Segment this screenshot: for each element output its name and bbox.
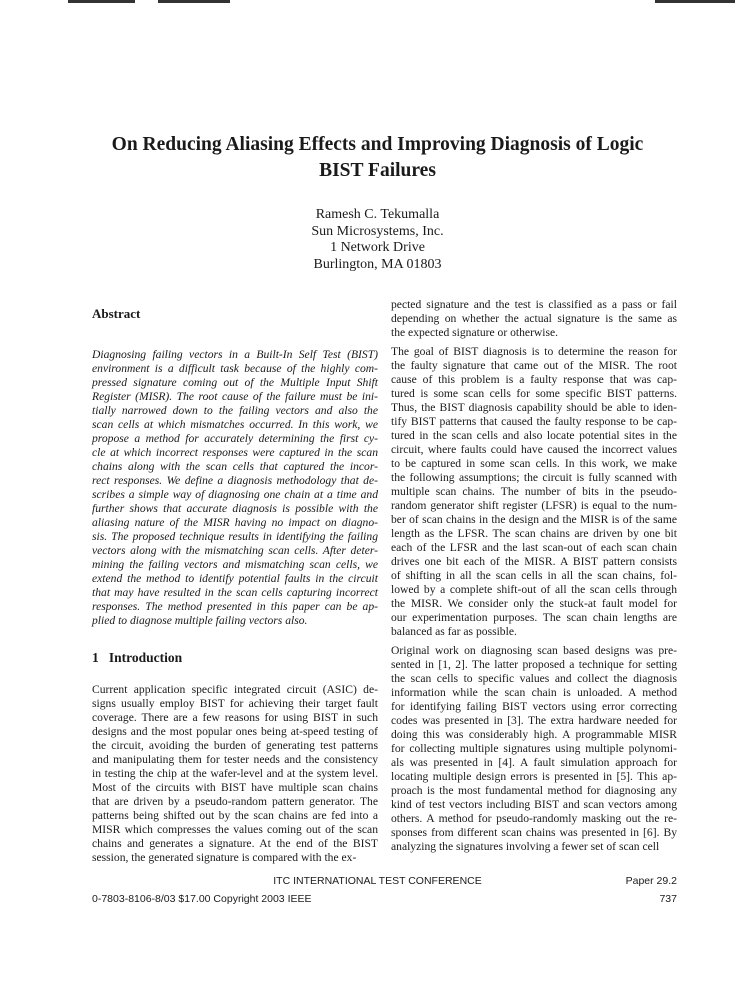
text-line: vectors along with the mismatching scan cells. After deter- — [92, 544, 378, 557]
text-line: MISR which compresses the values coming out of the scan — [92, 823, 378, 836]
text-line: extend the method to identify potential faults in the circuit — [92, 572, 378, 585]
text-line: tify BIST patterns that caused the faulty response to be cap- — [391, 415, 677, 428]
text-line: locating multiple design errors is presented in [5]. This ap- — [391, 770, 677, 783]
right-column-body — [391, 298, 677, 859]
abstract-heading: Abstract — [92, 306, 141, 321]
text-line: cle at which incorrect responses were captured in the scan — [92, 446, 378, 459]
author-affiliation: Sun Microsystems, Inc. — [311, 223, 444, 239]
text-line: Original work on diagnosing scan based designs was pre- — [391, 644, 677, 657]
text-line: for collecting multiple signatures using multiple polynomi- — [391, 742, 677, 755]
text-line: aliasing nature of the MISR having no impact on diagno- — [92, 516, 378, 529]
text-line: signs usually employ BIST for achieving their target fault — [92, 697, 378, 710]
paragraph — [92, 348, 378, 628]
text-line: multiple scan chains. The number of bits in the pseudo- — [391, 485, 677, 498]
text-line: scan cells at which mismatches occurred. In this work, we — [92, 418, 378, 431]
text-line: our experimentation purposes. The scan chain lengths are — [391, 611, 677, 624]
text-line: Diagnosing failing vectors in a Built-In Self Test (BIST) — [92, 348, 378, 361]
text-line: Most of the circuits with BIST have multiple scan chains — [92, 781, 378, 794]
crop-mark — [655, 0, 735, 3]
text-line: pected signature and the test is classified as a pass or fail — [391, 298, 677, 311]
text-line: tially narrowed down to the failing vectors and also the — [92, 404, 378, 417]
text-line: chains and generates a signature. At the end of the BIST — [92, 837, 378, 850]
text-line: codes was presented in [3]. The extra hardware needed for — [391, 714, 677, 727]
author-block — [180, 207, 575, 273]
text-line: plied to diagnose multiple failing vectors also. — [92, 614, 308, 627]
page-number: 737 — [659, 893, 677, 905]
text-line: and manipulating them for tester needs and the consistency — [92, 753, 378, 766]
text-line: pressed signature coming out of the Multiple Input Shift — [92, 376, 378, 389]
text-line: drives one bit each of the MISR. A BIST pattern consists — [391, 555, 677, 568]
text-line: to be captured in some scan cells. In this work, we make — [391, 457, 677, 470]
copyright-line: 0-7803-8106-8/03 $17.00 Copyright 2003 IEEE — [92, 893, 312, 905]
text-line: in testing the chip at the wafer-level and at the system level. — [92, 767, 378, 780]
text-line: cause of this problem is a faulty response that was cap- — [391, 373, 677, 386]
text-line: kind of test vectors including BIST and scan vectors among — [391, 798, 677, 811]
text-line: ber of scan chains in the design and the MISR is of the same — [391, 513, 677, 526]
text-line: that may have resulted in the scan cells capturing incorrect — [92, 586, 378, 599]
text-line: the faulty signature that came out of the MISR. The root — [391, 359, 677, 372]
author-city: Burlington, MA 01803 — [313, 256, 442, 272]
text-line: random generator shift register (LFSR) is equal to the num- — [391, 499, 677, 512]
text-line: patterns being shifted out by the scan chains are fed into a — [92, 809, 378, 822]
paragraph — [92, 683, 378, 865]
text-line: scribes a simple way of diagnosing one chain at a time and — [92, 488, 378, 501]
text-line: further shows that accurate diagnosis is possible with the — [92, 502, 378, 515]
text-line: sented in [1, 2]. The latter proposed a technique for setting — [391, 658, 677, 671]
text-line: others. A method for pseudo-randomly masking out the re- — [391, 812, 677, 825]
text-line: responses. The method presented in this paper can be ap- — [92, 600, 378, 613]
text-line: sis. The proposed technique results in identifying the failing — [92, 530, 378, 543]
text-line: coverage. There are a few reasons for using BIST in such — [92, 711, 378, 724]
text-line: the MISR. We consider only the stuck-at fault model for — [391, 597, 677, 610]
text-line: proach is the most fundamental method for diagnosing any — [391, 784, 677, 797]
text-line: that are driven by a pseudo-random pattern generator. The — [92, 795, 378, 808]
text-line: tured is some scan cells for some specific BIST patterns. — [391, 387, 677, 400]
text-line: session, the generated signature is compared with the ex- — [92, 851, 357, 864]
introduction-body — [92, 683, 378, 870]
conference-name: ITC INTERNATIONAL TEST CONFERENCE — [273, 875, 482, 887]
text-line: the expected signature or otherwise. — [391, 326, 559, 339]
text-line: length as the LFSR. The scan chains are driven by one bit — [391, 527, 677, 540]
text-line: als was presented in [4]. A fault simulation approach for — [391, 756, 677, 769]
text-line: analyzing the signatures involving a fewer set of scan cell — [391, 840, 660, 853]
text-line: sponses from different scan chains was presented in [6]. By — [391, 826, 677, 839]
text-line: chains along with the scan cells that captured the incor- — [92, 460, 378, 473]
author-address: 1 Network Drive — [330, 240, 425, 256]
text-line: environment is a difficult task because of the highly com- — [92, 362, 378, 375]
paragraph — [391, 298, 677, 340]
text-line: information while the scan chain is unloaded. A method — [391, 686, 677, 699]
text-line: designs and the most popular ones being at-speed testing of — [92, 725, 378, 738]
crop-mark — [158, 0, 230, 3]
text-line: tured in the scan cells and also locate potential sites in the — [391, 429, 677, 442]
paper-number: Paper 29.2 — [625, 875, 677, 887]
text-line: for identifying failing BIST vectors using error correcting — [391, 700, 677, 713]
text-line: rect responses. We define a diagnosis methodology that de- — [92, 474, 378, 487]
text-line: balanced as far as possible. — [391, 625, 517, 638]
text-line: propose a method for accurately determining the first cy- — [92, 432, 378, 445]
abstract-body — [92, 348, 378, 633]
text-line: depending on whether the actual signature is the same as — [391, 312, 677, 325]
text-line: Current application specific integrated circuit (ASIC) de- — [92, 683, 378, 696]
introduction-heading: 1 Introduction — [92, 650, 183, 665]
paper-title — [60, 132, 695, 184]
text-line: the scan cells to specific values and collect the diagnosis — [391, 672, 677, 685]
text-line: mining the failing vectors and mismatching scan cells, we — [92, 558, 378, 571]
text-line: Register (MISR). The root cause of the failure must be ini- — [92, 390, 378, 403]
text-line: the following assumptions; the circuit is fully scanned with — [391, 471, 677, 484]
paragraph — [391, 345, 677, 639]
text-line: lowed by a complete shift-out of all the scan cells through — [391, 583, 677, 596]
text-line: The goal of BIST diagnosis is to determine the reason for — [391, 345, 677, 358]
crop-mark — [68, 0, 135, 3]
author-name: Ramesh C. Tekumalla — [315, 207, 440, 222]
text-line: circuit, where faults could have caused the incorrect values — [391, 443, 677, 456]
title-line: BIST Failures — [319, 160, 436, 181]
text-line: of shifting in all the scan cells in all the scan chains, fol- — [391, 569, 677, 582]
title-line: On Reducing Aliasing Effects and Improving Diagnosis of Logic — [111, 134, 644, 155]
text-line: each of the LFSR and the last scan-out of each scan chain — [391, 541, 677, 554]
text-line: Thus, the BIST diagnosis capability should be able to iden- — [391, 401, 677, 414]
paragraph — [391, 644, 677, 854]
text-line: doing this was considerably high. A programmable MISR — [391, 728, 677, 741]
text-line: the circuit, avoiding the burden of generating test patterns — [92, 739, 378, 752]
